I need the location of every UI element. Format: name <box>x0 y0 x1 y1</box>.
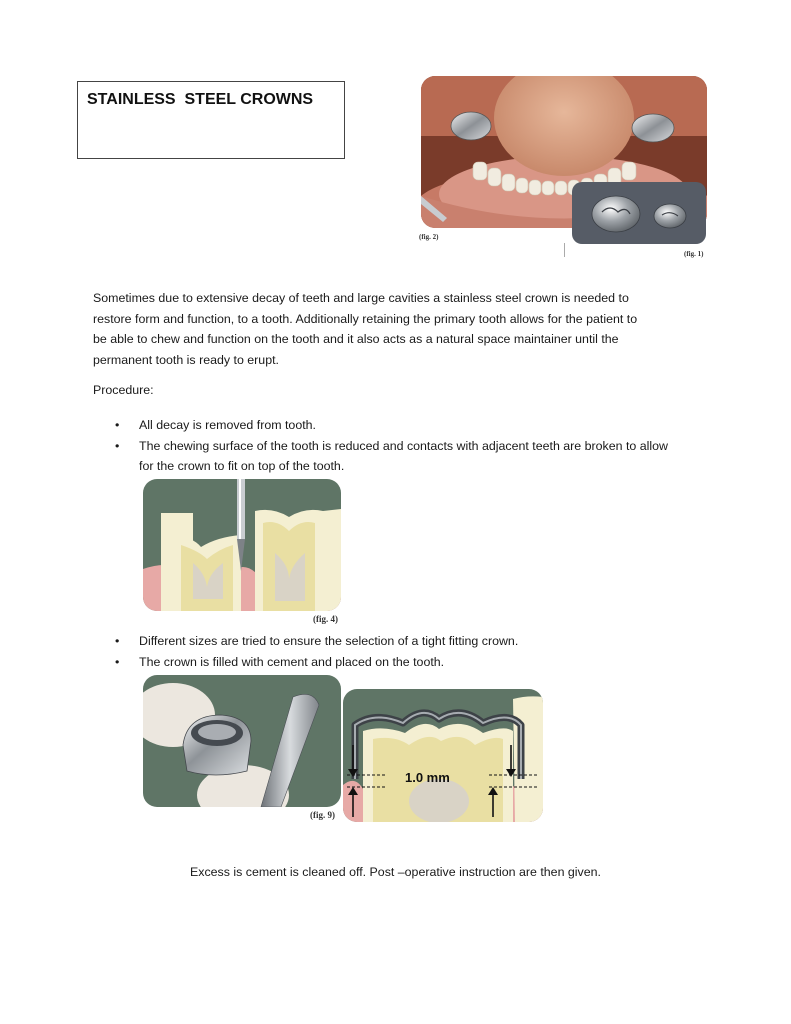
crown-section-drawing <box>343 689 543 822</box>
procedure-steps-second <box>115 631 685 672</box>
list-item: • The crown is filled with cement and placed on the tooth. <box>115 652 685 673</box>
measurement-label: 1.0 mm <box>405 770 450 785</box>
list-item: • The chewing surface of the tooth is reduced and contacts with adjacent teeth are broken to allow for the crown to fit on top of the tooth. <box>115 436 685 477</box>
fig1-caption: (fig. 1) <box>684 250 704 258</box>
tooth-reduction-drawing <box>143 479 341 611</box>
intro-line: be able to chew and function on the tooth and it also acts as a natural space maintainer until the <box>93 332 619 346</box>
crown-section-illustration <box>343 689 543 822</box>
page-title: STAINLESS STEEL CROWNS <box>87 91 314 108</box>
crown-placement-drawing <box>143 675 341 807</box>
list-item: • Different sizes are tried to ensure the selection of a tight fitting crown. <box>115 631 685 652</box>
procedure-steps-first <box>115 415 685 477</box>
closing-text: Excess is cement is cleaned off. Post –operative instruction are then given. <box>190 865 601 879</box>
intro-paragraph <box>93 288 703 370</box>
list-item: • All decay is removed from tooth. <box>115 415 685 436</box>
fig2-caption: (fig. 2) <box>419 233 439 241</box>
intro-line: permanent tooth is ready to erupt. <box>93 352 279 367</box>
crown-placement-photo <box>143 675 341 807</box>
procedure-label: Procedure: <box>93 383 154 397</box>
divider-line <box>564 243 565 257</box>
crowns-photo <box>572 182 706 244</box>
title-box <box>77 81 345 159</box>
fig9-caption: (fig. 9) <box>310 810 335 820</box>
fig4-caption: (fig. 4) <box>313 614 338 624</box>
intro-line: Sometimes due to extensive decay of teeth and large cavities a stainless steel crown is needed to <box>93 291 629 305</box>
intro-line: restore form and function, to a tooth. Additionally retaining the primary tooth allows for the patient to <box>93 311 638 326</box>
tooth-reduction-illustration <box>143 479 341 611</box>
crowns-illustration <box>572 182 706 244</box>
